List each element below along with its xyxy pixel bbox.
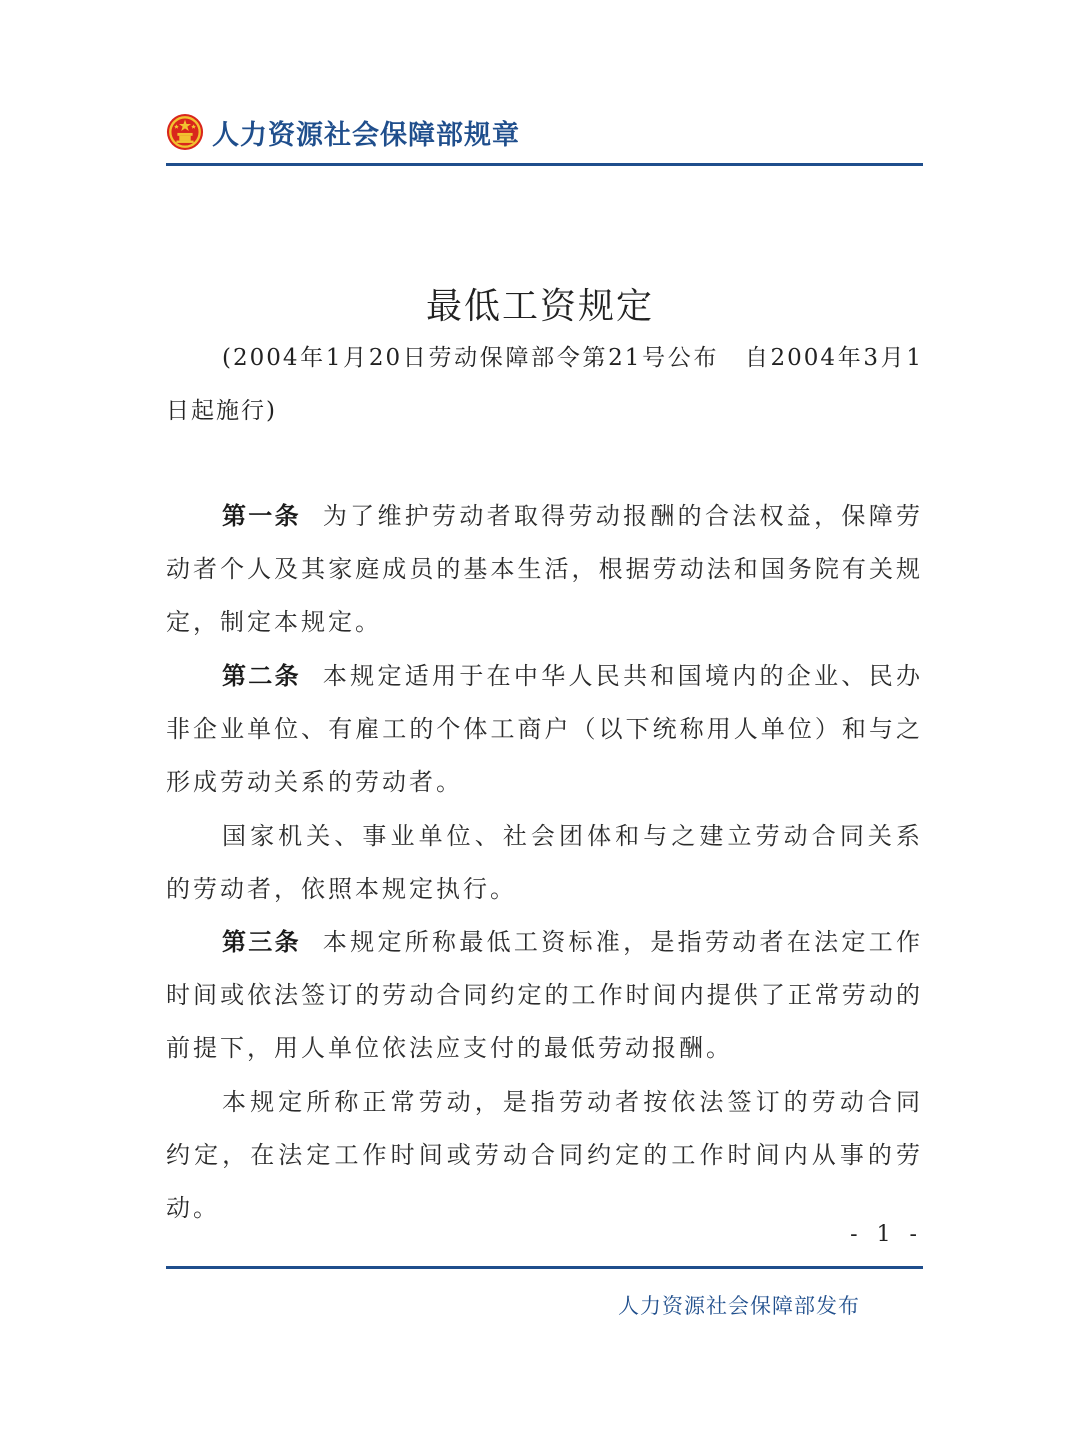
article-text: 本规定所称正常劳动，是指劳动者按依法签订的劳动合同约定，在法定工作时间或劳动合同约定的工作时间内从事的劳动。 [166, 1088, 923, 1222]
document-subtitle: (2004年1月20日劳动保障部令第21号公布 自2004年3月1日起施行) [166, 345, 923, 424]
article-label: 第一条 [222, 502, 301, 530]
article-label: 第二条 [222, 662, 301, 690]
article-paragraph [166, 650, 923, 809]
article-paragraph [166, 1076, 923, 1235]
page-number: - 1 - [850, 1222, 923, 1247]
footer-publisher: 人力资源社会保障部发布 [618, 1294, 860, 1318]
article-text: 本规定适用于在中华人民共和国境内的企业、民办非企业单位、有雇工的个体工商户（以下统称用人单位）和与之形成劳动关系的劳动者。 [166, 662, 923, 796]
article-text: 本规定所称最低工资标准，是指劳动者在法定工作时间或依法签订的劳动合同约定的工作时间内提供了正常劳动的前提下，用人单位依法应支付的最低劳动报酬。 [166, 928, 923, 1062]
page-header [166, 110, 520, 154]
article-text: 为了维护劳动者取得劳动报酬的合法权益，保障劳动者个人及其家庭成员的基本生活，根据劳动法和国务院有关规定，制定本规定。 [166, 502, 923, 636]
header-divider [166, 163, 923, 166]
footer-divider [166, 1266, 923, 1269]
article-paragraph [166, 916, 923, 1075]
article-paragraph [166, 490, 923, 649]
document-title: 最低工资规定 [425, 286, 654, 327]
article-paragraph [166, 810, 923, 916]
article-text: 国家机关、事业单位、社会团体和与之建立劳动合同关系的劳动者，依照本规定执行。 [166, 822, 923, 903]
article-label: 第三条 [222, 928, 301, 956]
header-title: 人力资源社会保障部规章 [212, 119, 520, 151]
national-emblem-icon [166, 113, 204, 151]
